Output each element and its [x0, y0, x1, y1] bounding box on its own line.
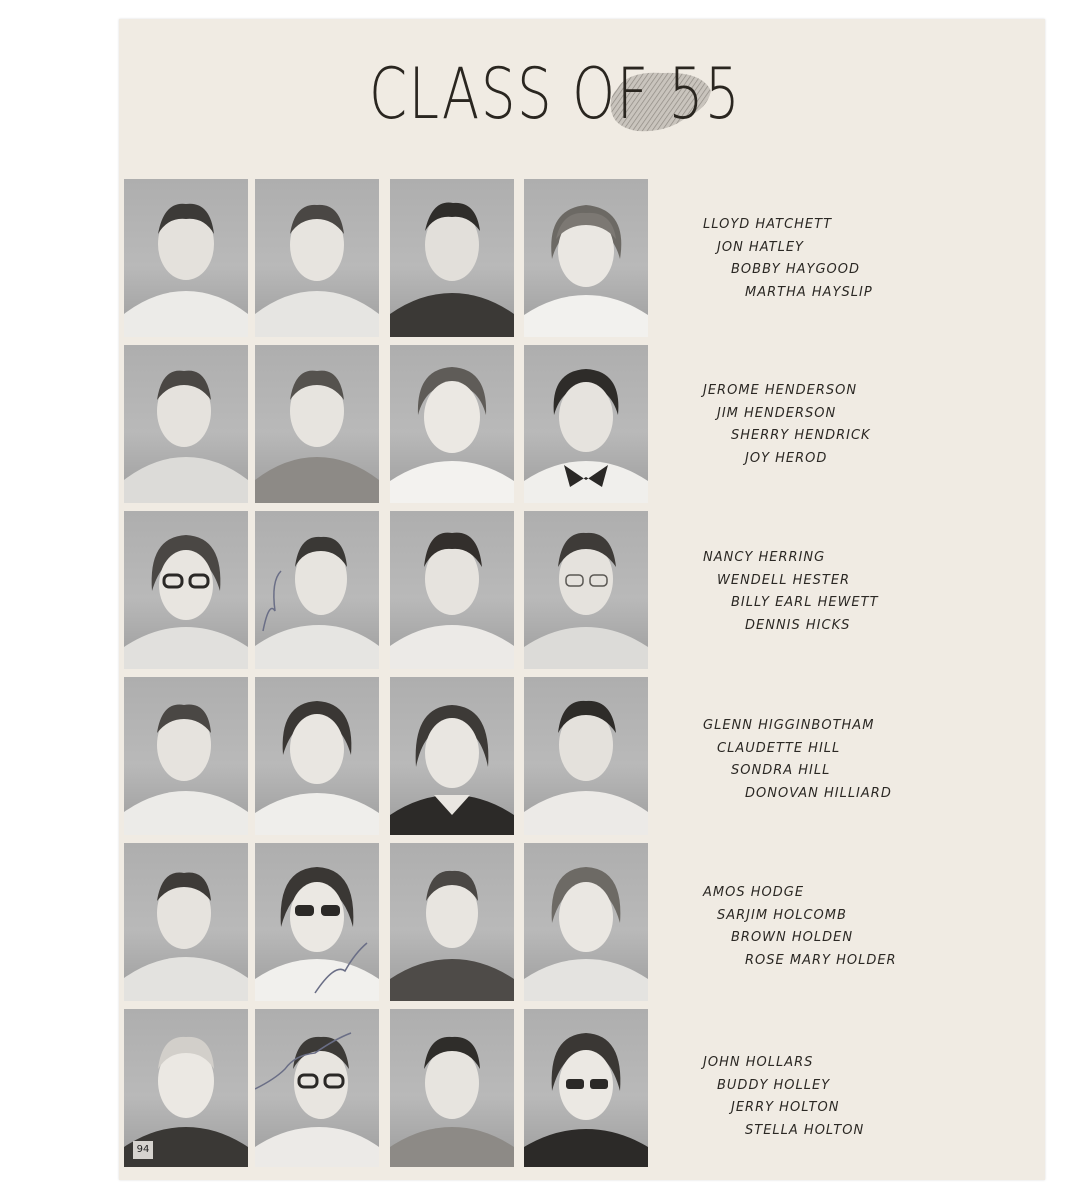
name-list [703, 214, 1023, 304]
name-list [703, 1052, 1023, 1142]
portrait-photo [124, 345, 248, 503]
portrait-photo [124, 179, 248, 337]
portrait-photo [390, 511, 514, 669]
portrait-photo [124, 677, 248, 835]
name-list [703, 715, 1023, 805]
student-name: JERRY HOLTON [731, 1100, 840, 1115]
portrait-photo [390, 179, 514, 337]
portrait-photo [524, 677, 648, 835]
portrait-photo [524, 179, 648, 337]
portrait-photo [524, 1009, 648, 1167]
portrait-photo [524, 345, 648, 503]
portrait-photo [390, 345, 514, 503]
student-name: JOY HEROD [745, 450, 828, 466]
student-name: NANCY HERRING [703, 550, 826, 565]
student-name: SHERRY HENDRICK [731, 428, 871, 443]
portrait-photo [390, 1009, 514, 1167]
page-title: CLASS OF 55 [369, 53, 742, 135]
student-name: JIM HENDERSON [717, 405, 837, 421]
student-name: CLAUDETTE HILL [717, 740, 841, 756]
student-name: AMOS HODGE [703, 885, 805, 900]
page-heading [369, 39, 789, 159]
portrait-photo [124, 511, 248, 669]
student-name: DONOVAN HILLIARD [745, 785, 892, 801]
student-name: JOHN HOLLARS [703, 1055, 814, 1070]
student-name: JON HATLEY [717, 239, 804, 255]
student-name: SARJIM HOLCOMB [717, 907, 847, 923]
student-name: MARTHA HAYSLIP [745, 284, 873, 300]
portrait-photo [255, 677, 379, 835]
portrait-photo [255, 345, 379, 503]
student-name: GLENN HIGGINBOTHAM [703, 718, 875, 733]
student-name: SONDRA HILL [731, 763, 831, 778]
portrait-photo [524, 511, 648, 669]
portrait-photo [255, 511, 379, 669]
portrait-photo [255, 843, 379, 1001]
student-name: STELLA HOLTON [745, 1122, 865, 1138]
yearbook-page [119, 19, 1045, 1180]
portrait-photo [255, 179, 379, 337]
page-number: 94 [133, 1141, 153, 1159]
student-name: DENNIS HICKS [745, 617, 851, 633]
student-name: BOBBY HAYGOOD [731, 262, 860, 277]
portrait-photo [524, 843, 648, 1001]
student-name: LLOYD HATCHETT [703, 217, 833, 232]
student-name: BUDDY HOLLEY [717, 1077, 831, 1093]
portrait-photo [124, 843, 248, 1001]
student-name: ROSE MARY HOLDER [745, 952, 897, 968]
student-name: BROWN HOLDEN [731, 930, 854, 945]
student-name: WENDELL HESTER [717, 572, 851, 588]
portrait-photo [390, 843, 514, 1001]
portrait-photo [255, 1009, 379, 1167]
name-list [703, 547, 1023, 637]
name-list [703, 882, 1023, 972]
student-name: JEROME HENDERSON [703, 383, 858, 398]
name-list [703, 380, 1023, 470]
student-name: BILLY EARL HEWETT [731, 595, 879, 610]
portrait-photo [390, 677, 514, 835]
